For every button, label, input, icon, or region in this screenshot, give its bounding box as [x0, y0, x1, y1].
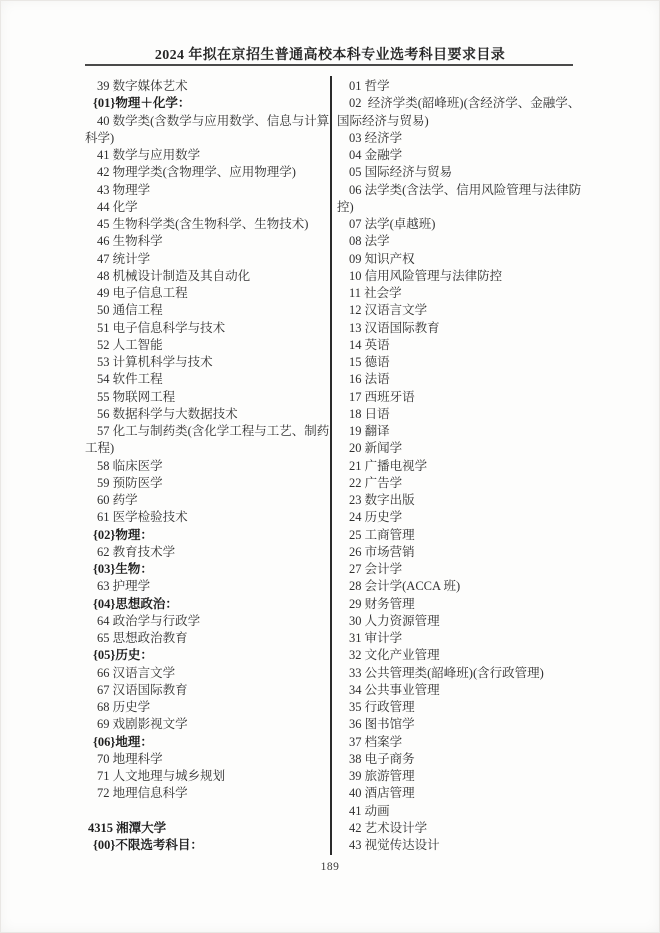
major-item: 15 德语	[349, 355, 390, 369]
major-item: 68 历史学	[97, 700, 151, 714]
major-item: 24 历史学	[349, 510, 403, 525]
major-item: 53 计算机科学与技术	[97, 355, 213, 369]
major-item: 17 西班牙语	[349, 389, 415, 404]
major-item: 20 新闻学	[349, 441, 403, 456]
major-item: 42 艺术设计学	[349, 820, 428, 835]
major-item: 14 英语	[349, 337, 390, 352]
major-item: 41 动画	[349, 803, 390, 818]
major-item: 43 视觉传达设计	[349, 838, 440, 852]
major-item: 29 财务管理	[349, 596, 415, 611]
major-item: 25 工商管理	[349, 527, 415, 542]
major-item: 63 护理学	[97, 579, 151, 594]
page-number: 189	[320, 861, 340, 873]
major-item: 38 电子商务	[349, 751, 415, 766]
major-item: 35 行政管理	[349, 700, 415, 714]
major-item: 48 机械设计制造及其自动化	[97, 268, 251, 283]
major-item-continuation: 国际经济与贸易)	[337, 113, 429, 128]
major-item: 59 预防医学	[97, 475, 163, 490]
subject-group-header: {03}生物：	[93, 562, 153, 576]
major-item: 50 通信工程	[97, 303, 163, 318]
major-item: 21 广播电视学	[349, 458, 428, 473]
major-item: 23 数字出版	[349, 493, 415, 507]
major-item: 27 会计学	[349, 562, 403, 576]
major-item: 72 地理信息科学	[97, 786, 188, 801]
major-item-continuation: 工程)	[85, 441, 115, 456]
right-column	[337, 78, 587, 854]
major-item: 55 物联网工程	[97, 389, 176, 404]
major-item: 19 翻译	[349, 424, 390, 438]
major-item: 66 汉语言文学	[97, 665, 176, 680]
major-item: 60 药学	[97, 493, 138, 507]
major-item: 32 文化产业管理	[349, 648, 440, 663]
subject-group-header: {02}物理：	[93, 527, 153, 542]
major-item: 34 公共事业管理	[349, 682, 440, 697]
major-item: 30 人力资源管理	[349, 613, 440, 628]
major-item: 03 经济学	[349, 130, 403, 145]
left-column	[85, 78, 329, 854]
major-item: 47 统计学	[97, 251, 151, 266]
major-item: 31 审计学	[349, 631, 403, 645]
major-item: 10 信用风险管理与法律防控	[349, 268, 503, 283]
major-item: 06 法学类(含法学、信用风险管理与法律防	[349, 182, 582, 197]
major-item: 12 汉语言文学	[349, 303, 428, 318]
major-item: 22 广告学	[349, 475, 403, 490]
subject-group-header: {04}思想政治：	[93, 596, 178, 611]
major-item: 41 数学与应用数学	[97, 148, 201, 162]
major-item: 45 生物科学类(含生物科学、生物技术)	[97, 217, 309, 231]
major-item: 64 政治学与行政学	[97, 613, 201, 628]
major-item: 58 临床医学	[97, 458, 163, 473]
major-item: 39 旅游管理	[349, 769, 415, 783]
major-item-continuation: 科学)	[85, 130, 115, 145]
major-item: 69 戏剧影视文学	[97, 717, 188, 732]
major-item: 49 电子信息工程	[97, 286, 188, 300]
major-item: 11 社会学	[349, 286, 402, 300]
major-item: 36 图书馆学	[349, 717, 415, 732]
major-item: 67 汉语国际教育	[97, 682, 188, 697]
major-item: 46 生物科学	[97, 234, 163, 249]
major-item: 33 公共管理类(韶峰班)(含行政管理)	[349, 665, 544, 680]
major-item: 61 医学检验技术	[97, 510, 188, 525]
major-item: 40 酒店管理	[349, 786, 415, 801]
major-item: 16 法语	[349, 372, 390, 387]
major-item: 65 思想政治教育	[97, 631, 188, 645]
column-divider	[330, 76, 332, 855]
line-spacer	[85, 803, 329, 820]
major-item: 56 数据科学与大数据技术	[97, 406, 238, 421]
major-item: 44 化学	[97, 199, 138, 214]
major-item: 70 地理科学	[97, 751, 163, 766]
university-header: 4315 湘潭大学	[88, 820, 167, 835]
major-item: 71 人文地理与城乡规划	[97, 769, 226, 783]
subject-group-header: {06}地理：	[93, 734, 153, 749]
major-item: 37 档案学	[349, 734, 403, 749]
major-item-continuation: 控)	[337, 199, 354, 214]
major-item: 39 数字媒体艺术	[97, 79, 188, 93]
major-item: 01 哲学	[349, 79, 390, 93]
subject-group-header: {05}历史：	[93, 648, 153, 663]
major-item: 28 会计学(ACCA 班)	[349, 579, 461, 594]
major-item: 42 物理学类(含物理学、应用物理学)	[97, 165, 296, 180]
major-item: 43 物理学	[97, 182, 151, 197]
major-item: 62 教育技术学	[97, 544, 176, 559]
major-item: 08 法学	[349, 234, 390, 249]
major-item: 05 国际经济与贸易	[349, 165, 453, 180]
subject-group-header: {00}不限选考科目：	[93, 838, 203, 852]
major-item: 51 电子信息科学与技术	[97, 320, 226, 335]
major-item: 54 软件工程	[97, 372, 163, 387]
major-item: 40 数学类(含数学与应用数学、信息与计算	[97, 113, 330, 128]
major-item: 09 知识产权	[349, 251, 415, 266]
major-item: 26 市场营销	[349, 544, 415, 559]
subject-group-header: {01}物理＋化学：	[93, 96, 191, 111]
major-item: 07 法学(卓越班)	[349, 217, 436, 231]
major-item: 18 日语	[349, 406, 390, 421]
major-item: 57 化工与制药类(含化学工程与工艺、制药	[97, 424, 330, 438]
major-item: 52 人工智能	[97, 337, 163, 352]
major-item: 13 汉语国际教育	[349, 320, 440, 335]
page-title: 2024 年拟在京招生普通高校本科专业选考科目要求目录	[154, 48, 506, 63]
title-underline-rule	[85, 64, 573, 66]
major-item: 02 经济学类(韶峰班)(含经济学、金融学、	[349, 96, 581, 111]
major-item: 04 金融学	[349, 148, 403, 162]
